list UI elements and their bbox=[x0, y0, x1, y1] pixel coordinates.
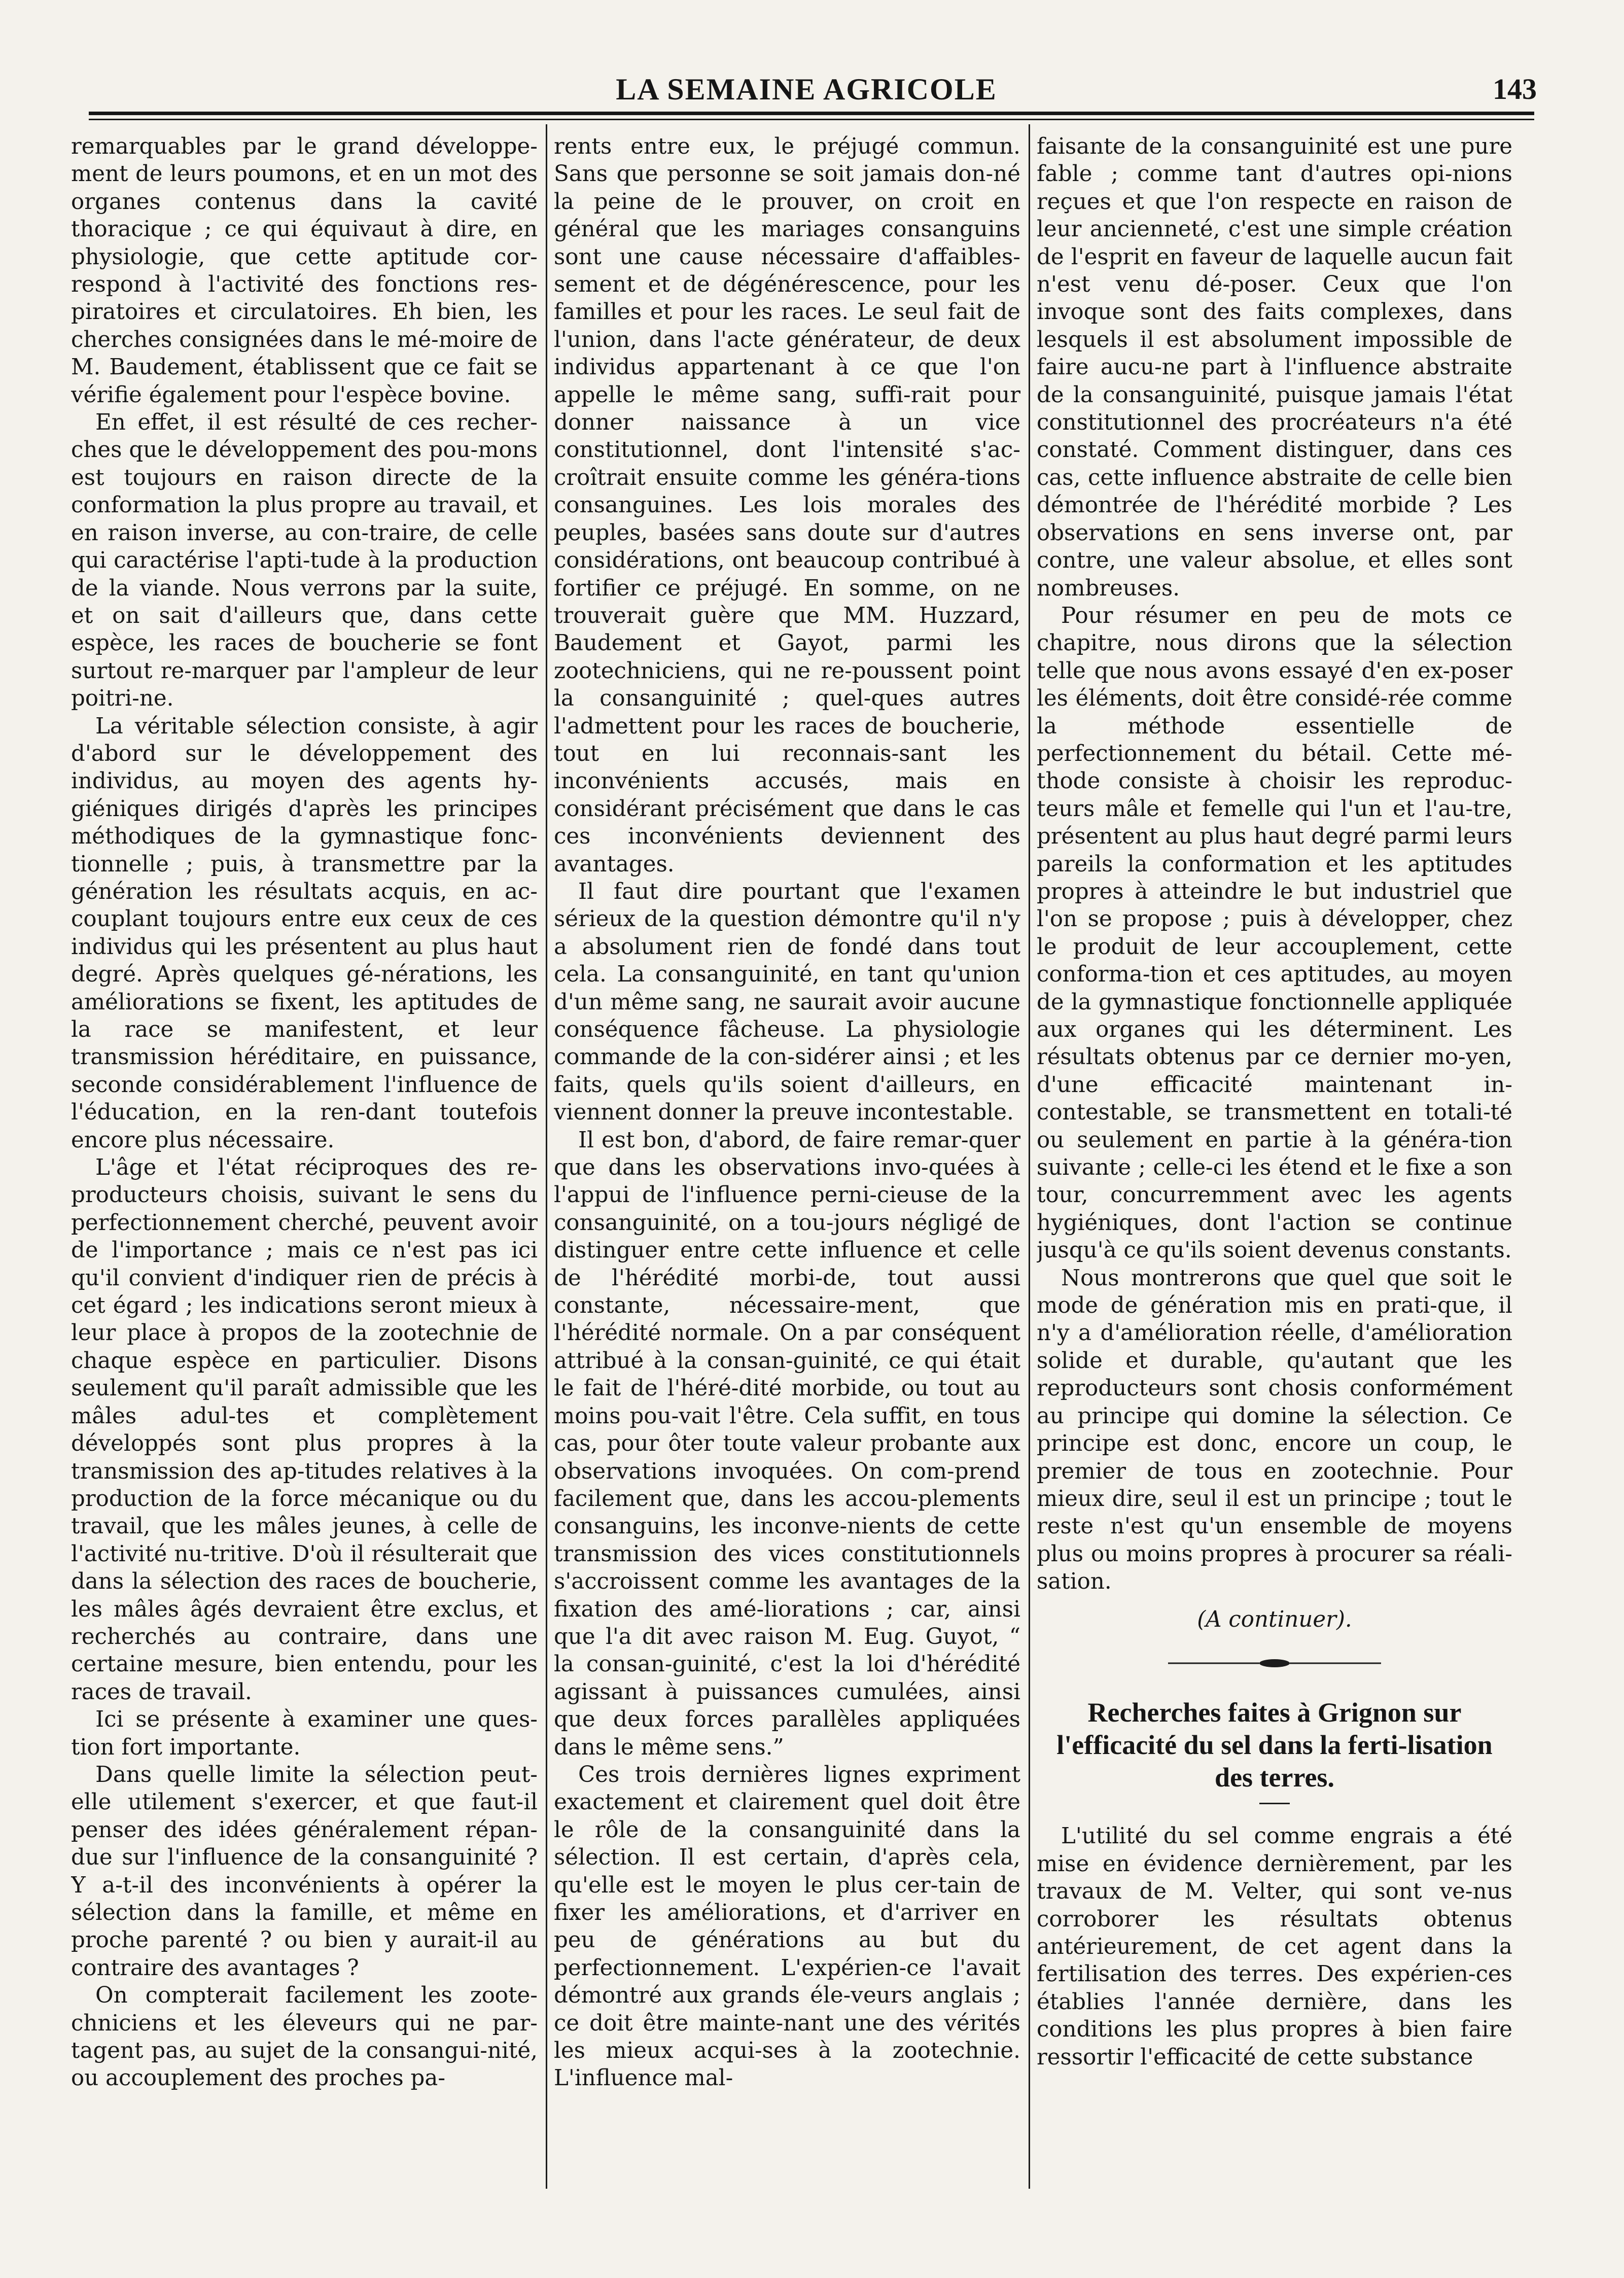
paragraph: rents entre eux, le préjugé commun. Sans que personne se soit jamais don-né la peine de le prouver, on croit en général que les mariages consanguins sont une cause nécessaire d'affaibles-sement et de dégénérescence, pour les familles et pour les races. Le seul fait de l'union, dans l'acte générateur, de deux individus appartenant à ce que l'on appelle le même sang, suffi-rait pour donner naissance à un vice constitutionnel, dont l'intensité s'ac-croîtrait ensuite comme les généra-tions consanguines. Les lois morales des peuples, basées sans doute sur d'autres considérations, ont beaucoup contribué à fortifier ce préjugé. En somme, on ne trouverait guère que MM. Huzzard, Baudement et Gayot, parmi les zootechniciens, qui ne re-poussent point la consanguinité ; quel-ques autres l'admettent pour les races de boucherie, tout en lui reconnais-sant les inconvénients accusés, mais en considérant précisément que dans le cas ces inconvénients deviennent des avantages. bbox=[554, 134, 1020, 877]
title-rule bbox=[1259, 1803, 1290, 1804]
running-title: LA SEMAINE AGRICOLE bbox=[616, 73, 997, 106]
page-header bbox=[76, 72, 1537, 109]
text-column-3 bbox=[1037, 133, 1512, 2187]
header-rule-thick bbox=[89, 112, 1534, 115]
paragraph: Il faut dire pourtant que l'examen sérieux de la question démontre qu'il n'y a absolument rien de fondé dans tout cela. La consanguinité, en tant qu'union d'un même sang, ne saurait avoir aucune conséquence fâcheuse. La physiologie commande de la con-sidérer ainsi ; et les faits, quels qu'ils soient d'ailleurs, en viennent donner la preuve incontestable. bbox=[554, 879, 1020, 1126]
header-rule-thin bbox=[89, 119, 1534, 120]
paragraph: Ces trois dernières lignes expriment exactement et clairement quel doit être le rôle de la consanguinité dans la sélection. Il est certain, d'après cela, qu'elle est le moyen le plus cer-tain de fixer les améliorations, et d'arriver en peu de générations au but du perfectionnement. L'expérien-ce l'avait démontré aux grands éle-veurs anglais ; ce doit être mainte-nant une des vérités les mieux acqui-ses à la zootechnie. L'influence mal- bbox=[554, 1762, 1020, 2091]
text-column-1 bbox=[71, 133, 538, 2187]
paragraph: La véritable sélection consiste, à agir d'abord sur le développement des individus, au moyen des agents hy-giéniques dirigés d'après les principes méthodiques de la gymnastique fonc-tionnelle ; puis, à transmettre par la génération les résultats acquis, en ac-couplant toujours entre eux ceux de ces individus qui les présentent au plus haut degré. Après quelques gé-nérations, les améliorations se fixent, les aptitudes de la race se manifestent, et leur transmission héréditaire, en puissance, seconde considérablement l'influence de l'éducation, en la ren-dant toutefois encore plus nécessaire. bbox=[71, 713, 538, 1153]
column-separator-2 bbox=[1029, 124, 1030, 2189]
paragraph: L'âge et l'état réciproques des re-producteurs choisis, suivant le sens du perfectionnement cherché, peuvent avoir de l'importance ; mais ce n'est pas ici qu'il convient d'indiquer rien de précis à cet égard ; les indications seront mieux à leur place à propos de la zootechnie de chaque espèce en particulier. Disons seulement qu'il paraît admissible que les mâles adul-tes et complètement développés sont plus propres à la transmission des ap-titudes relatives à la production de la force mécanique ou du travail, que les mâles jeunes, à celle de l'activité nu-tritive. D'où il résulterait que dans la sélection des races de boucherie, les mâles âgés devraient être exclus, et recherchés au contraire, dans une certaine mesure, bien entendu, pour les races de travail. bbox=[71, 1155, 538, 1705]
section-ornament bbox=[1037, 1649, 1512, 1676]
paragraph: faisante de la consanguinité est une pure fable ; comme tant d'autres opi-nions reçues et que l'on respecte en raison de leur ancienneté, c'est une simple création de l'esprit en faveur de laquelle aucun fait n'est venu dé-poser. Ceux que l'on invoque sont des faits complexes, dans lesquels il est absolument impossible de faire aucu-ne part à l'influence abstraite de la consanguinité, puisque jamais l'état constitutionnel des procréateurs n'a été constaté. Comment distinguer, dans ces cas, cette influence abstraite de celle bien démontrée de l'hérédité morbide ? Les observations en sens inverse ont, par contre, une valeur absolue, et elles sont nombreuses. bbox=[1037, 134, 1512, 601]
page-number: 143 bbox=[1493, 73, 1537, 106]
column-separator-1 bbox=[546, 124, 547, 2189]
paragraph: Pour résumer en peu de mots ce chapitre, nous dirons que la sélection telle que nous avons essayé d'en ex-poser les éléments, doit être considé-rée comme la méthode essentielle de perfectionnement du bétail. Cette mé-thode consiste à choisir les reproduc-teurs mâle et femelle qui l'un et l'au-tre, présentent au plus haut degré parmi leurs pareils la conformation et les aptitudes propres à atteindre le but industriel que l'on se propose ; puis à développer, chez le produit de leur accouplement, cette conforma-tion et ces aptitudes, au moyen de la gymnastique fonctionnelle appliquée aux organes qui les déterminent. Les résultats obtenus par ce dernier mo-yen, d'une efficacité maintenant in-contestable, se transmettent en totali-té ou seulement en partie à la généra-tion suivante ; celle-ci les étend et le fixe a son tour, concurremment avec les agents hygiéniques, dont l'action se continue jusqu'à ce qu'ils soient devenus constants. bbox=[1037, 603, 1512, 1264]
paragraph: L'utilité du sel comme engrais a été mise en évidence dernièrement, par les travaux de M. Velter, qui sont ve-nus corroborer les résultats obtenus antérieurement, de cet agent dans la fertilisation des terres. Des expérien-ces établies l'année dernière, dans les conditions les plus propres à bien faire ressortir l'efficacité de cette substance bbox=[1037, 1824, 1512, 2070]
text-column-2 bbox=[554, 133, 1020, 2187]
paragraph: Nous montrerons que quel que soit le mode de génération mis en prati-que, il n'y a d'amélioration réelle, d'amélioration solide et durable, qu'autant que les reproducteurs sont chosis conformément au principe qui domine la sélection. Ce principe est donc, encore un coup, le premier de tous en zootechnie. Pour mieux dire, seul il est un principe ; tout le reste n'est qu'un ensemble de moyens plus ou moins propres à procurer sa réali-sation. bbox=[1037, 1265, 1512, 1595]
paragraph: Dans quelle limite la sélection peut-elle utilement s'exercer, et que faut-il penser des idées généralement répan-due sur l'influence de la consanguinité ? Y a-t-il des inconvénients à opérer la sélection dans la famille, et même en proche parenté ? ou bien y aurait-il au contraire des avantages ? bbox=[71, 1762, 538, 1981]
continuation-note: (A continuer). bbox=[1197, 1606, 1352, 1632]
paragraph: On compterait facilement les zoote-chniciens et les éleveurs qui ne par-tagent pas, au sujet de la consangui-nité, ou accouplement des proches pa- bbox=[71, 1983, 538, 2091]
paragraph: En effet, il est résulté de ces recher-ches que le développement des pou-mons est toujours en raison directe de la conformation la plus propre au travail, et en raison inverse, au con-traire, de celle qui caractérise l'apti-tude à la production de la viande. Nous verrons par la suite, et on sait d'ailleurs que, dans cette espèce, les races de boucherie se font surtout re-marquer par l'ampleur de leur poitri-ne. bbox=[71, 410, 538, 712]
article-title: Recherches faites à Grignon sur l'efficacité du sel dans la ferti-lisation des terres. bbox=[1056, 1697, 1493, 1793]
ornament-divider-icon bbox=[1168, 1657, 1381, 1669]
paragraph: remarquables par le grand développe-ment de leurs poumons, et en un mot des organes contenus dans la cavité thoracique ; ce qui équivaut à dire, en physiologie, que cette aptitude cor-respond à l'activité des fonctions res-piratoires et circulatoires. Eh bien, les cherches consignées dans le mé-moire de M. Baudement, établissent que ce fait se vérifie également pour l'espèce bovine. bbox=[71, 134, 538, 408]
paragraph: Il est bon, d'abord, de faire remar-quer que dans les observations invo-quées à l'appui de l'influence perni-cieuse de la consanguinité, on a tou-jours négligé de distinguer entre cette influence et celle de l'hérédité morbi-de, tout aussi constante, nécessaire-ment, que l'hérédité normale. On a par conséquent attribué à la consan-guinité, ce qui était le fait de l'héré-dité morbide, ou tout au moins pou-vait l'être. Cela suffit, en tous cas, pour ôter toute valeur probante aux observations invoquées. On com-prend facilement que, dans les accou-plements consanguins, les inconve-nients de cette transmission des vices constitutionnels s'accroissent comme les avantages de la fixation des amé-liorations ; car, ainsi que l'a dit avec raison M. Eug. Guyot, “ la consan-guinité, c'est la loi d'hérédité agissant à puissances cumulées, ainsi que deux forces parallèles appliquées dans le même sens.” bbox=[554, 1127, 1020, 1760]
paragraph: Ici se présente à examiner une ques-tion fort importante. bbox=[71, 1707, 538, 1760]
